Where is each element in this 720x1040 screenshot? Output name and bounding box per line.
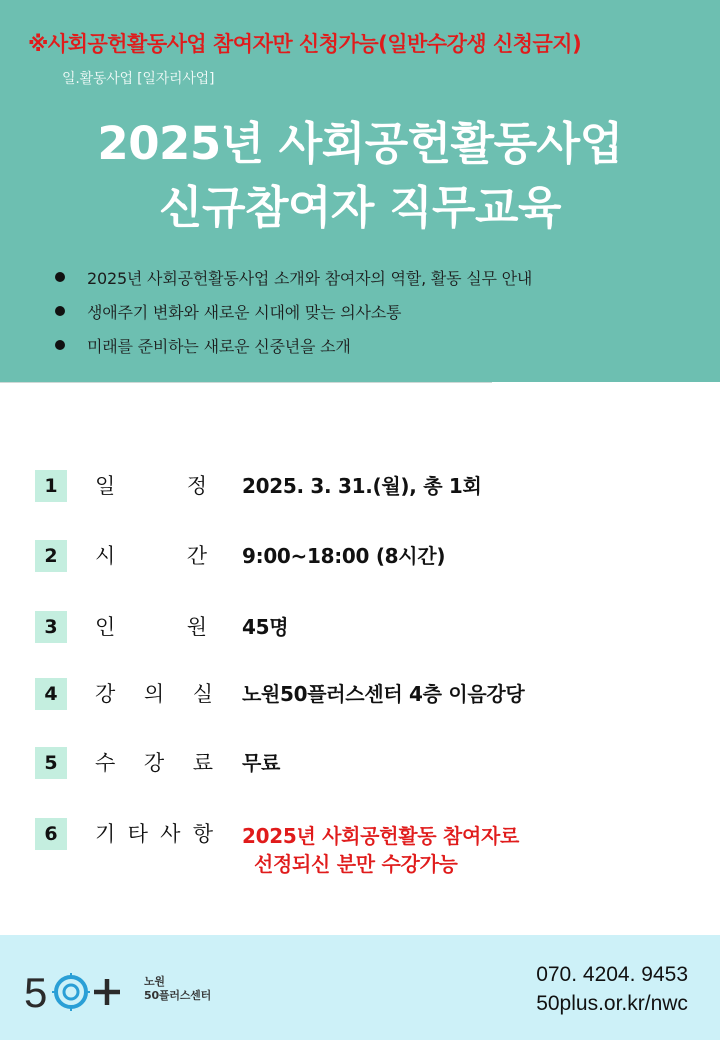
notice-line-1: 2025년 사회공헌활동 참여자로 [242,824,520,848]
50plus-logo-icon [24,967,134,1017]
row-label: 일 정 [95,474,207,498]
row-label: 강 의 실 [95,682,213,706]
row-number-badge: 2 [35,540,67,572]
notice-line-2: 선정되신 분만 수강가능 [254,852,458,876]
footer [0,935,720,1040]
contact-info [536,960,688,1018]
row-number-badge: 5 [35,747,67,779]
row-label: 수 강 료 [95,751,213,775]
program-category: 일.활동사업 [일자리사업] [62,71,215,87]
row-number-badge: 6 [35,818,67,850]
svg-text:5: 5 [24,969,48,1016]
page-title [0,112,720,240]
row-number-badge: 3 [35,611,67,643]
row-label: 시 간 [95,544,207,568]
title-line-2: 신규참여자 직무교육 [159,181,561,234]
divider [0,382,492,383]
website-url: 50plus.or.kr/nwc [536,992,688,1015]
hero-banner [0,0,720,382]
overview-item: 미래를 준비하는 새로운 신중년을 소개 [55,334,532,368]
row-value: 노원50플러스센터 4층 이음강당 [242,682,525,706]
overview-list [55,266,532,368]
center-logo [24,967,244,1017]
eligibility-notice: ※사회공헌활동사업 참여자만 신청가능(일반수강생 신청금지) [28,32,582,56]
overview-item: 생애주기 변화와 새로운 시대에 맞는 의사소통 [55,300,532,334]
overview-item: 2025년 사회공헌활동사업 소개와 참여자의 역할, 활동 실무 안내 [55,266,532,300]
row-value: 45명 [242,615,289,639]
row-value: 2025. 3. 31.(월), 총 1회 [242,474,482,498]
logo-text: 노원 50플러스센터 [144,975,212,1002]
row-value-notice [242,822,519,878]
row-value: 무료 [242,751,281,775]
bullet-dot-icon [55,340,65,350]
row-number-badge: 1 [35,470,67,502]
title-line-1: 2025년 사회공헌활동사업 [97,117,623,170]
row-value: 9:00~18:00 (8시간) [242,544,446,568]
bullet-dot-icon [55,306,65,316]
phone-number: 070. 4204. 9453 [536,963,688,986]
row-number-badge: 4 [35,678,67,710]
bullet-dot-icon [55,272,65,282]
row-label: 기 타 사 항 [95,822,213,846]
row-label: 인 원 [95,615,207,639]
